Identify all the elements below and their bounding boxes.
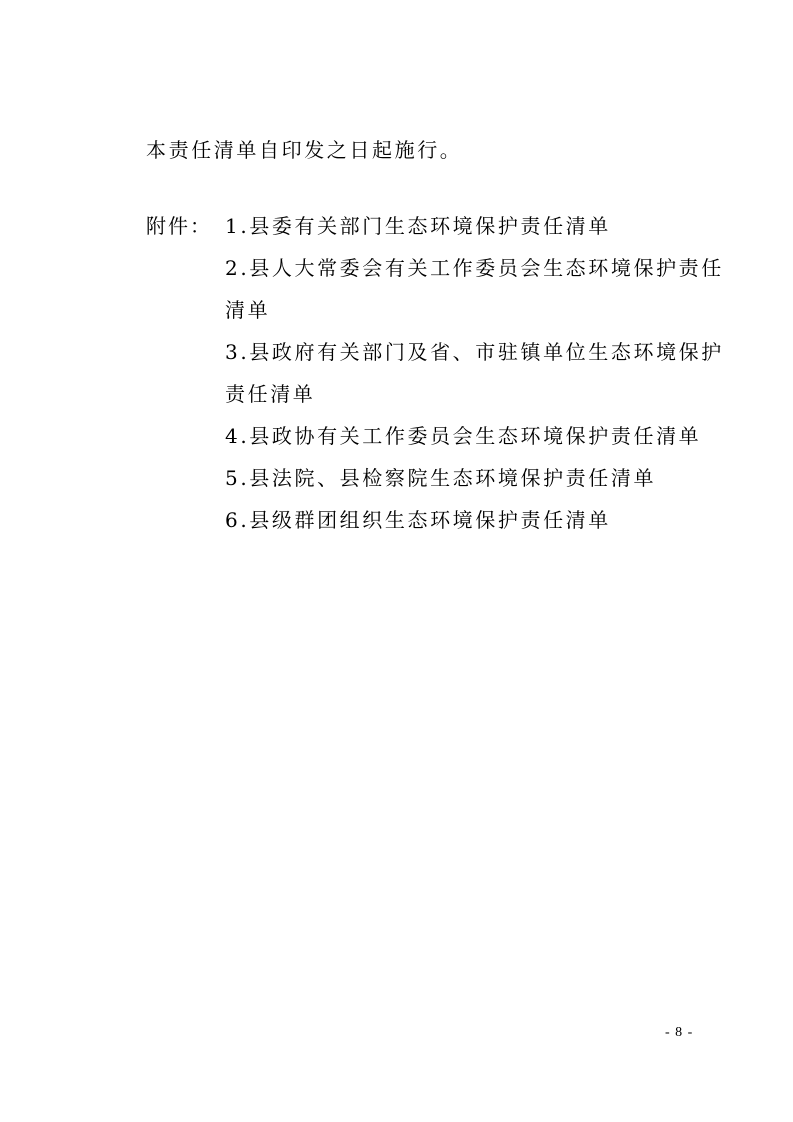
attachment-item-5: 5.县法院、县检察院生态环境保护责任清单: [225, 466, 657, 490]
attachments-label: 附件：: [146, 214, 212, 238]
attachment-item-4: 4.县政协有关工作委员会生态环境保护责任清单: [225, 424, 702, 448]
intro-paragraph: 本责任清单自印发之日起施行。: [146, 138, 463, 162]
attachment-item-1: 1.县委有关部门生态环境保护责任清单: [225, 214, 611, 238]
attachment-item-2: 2.县人大常委会有关工作委员会生态环境保护责任: [225, 256, 724, 280]
attachment-item-3-continued: 责任清单: [225, 382, 316, 406]
attachment-item-2-continued: 清单: [225, 298, 271, 322]
page-number: - 8 -: [665, 1025, 694, 1040]
attachment-item-3: 3.县政府有关部门及省、市驻镇单位生态环境保护: [225, 340, 724, 364]
attachment-item-6: 6.县级群团组织生态环境保护责任清单: [225, 508, 611, 532]
